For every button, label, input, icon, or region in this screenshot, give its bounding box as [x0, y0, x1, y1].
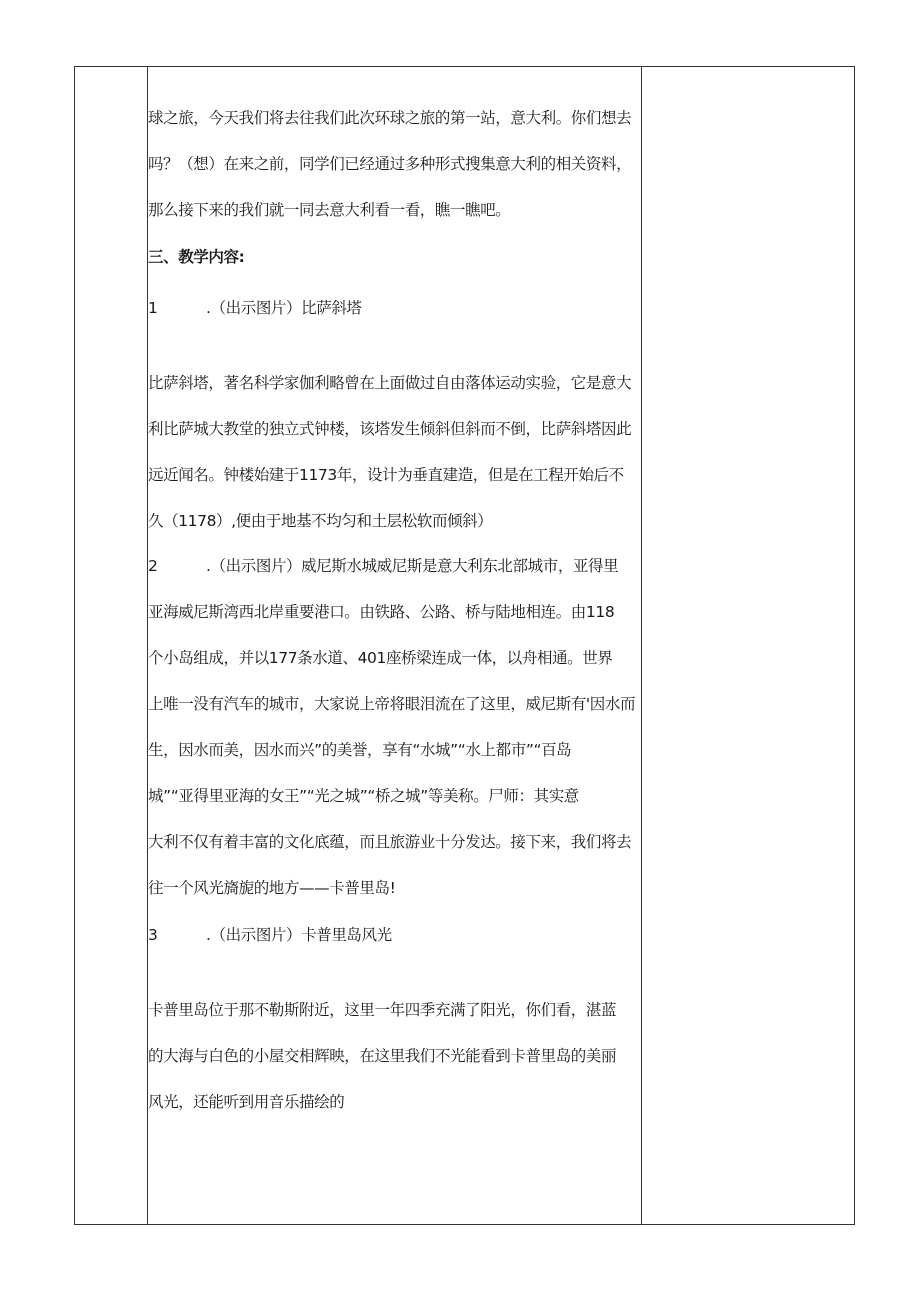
- text-line: 那么接下来的我们就一同去意大利看一看，瞧一瞧吧。: [148, 201, 511, 219]
- text-line: 往一个风光旖旎的地方——卡普里岛!: [148, 879, 396, 897]
- list-item-2: [148, 556, 640, 576]
- text-line: 吗？（想）在来之前，同学们已经通过多种形式搜集意大利的相关资料，: [148, 155, 632, 173]
- text-line: 城”“亚得里亚海的女王”“光之城”“桥之城”等美称。尸师：其实意: [148, 787, 579, 805]
- section-heading: 三、教学内容:: [148, 248, 245, 266]
- lesson-content: [148, 96, 640, 1112]
- text-line: 亚海威尼斯湾西北岸重要港口。由铁路、公路、桥与陆地相连。由118: [148, 603, 615, 621]
- list-item-number: 3: [148, 926, 158, 944]
- text-line: 利比萨城大教堂的独立式钟楼，该塔发生倾斜但斜而不倒，比萨斜塔因此: [148, 420, 632, 438]
- text-line: 大利不仅有着丰富的文化底蕴，而且旅游业十分发达。接下来，我们将去: [148, 833, 632, 851]
- text-line: 比萨斜塔，著名科学家伽利略曾在上面做过自由落体运动实验，它是意大: [148, 374, 632, 392]
- list-item-text: .（出示图片）卡普里岛风光: [206, 926, 392, 944]
- list-item-text: .（出示图片）威尼斯水城威尼斯是意大利东北部城市，亚得里: [206, 557, 619, 575]
- text-line: 个小岛组成，并以177条水道、401座桥梁连成一体，以舟相通。世界: [148, 649, 613, 667]
- text-line: 久（1178）,便由于地基不均匀和土层松软而倾斜）: [148, 512, 493, 530]
- list-item-1: [148, 298, 640, 318]
- list-item-number: 1: [148, 299, 158, 317]
- text-line: 上唯一没有汽车的城市，大家说上帝将眼泪流在了这里，威尼斯有'因水而: [148, 695, 636, 713]
- text-line: 球之旅，今天我们将去往我们此次环球之旅的第一站，意大利。你们想去: [148, 109, 632, 127]
- text-line: 卡普里岛位于那不勒斯附近，这里一年四季充满了阳光，你们看，湛蓝: [148, 1001, 617, 1019]
- table-column-divider-right: [641, 67, 642, 1224]
- text-line: 远近闻名。钟楼始建于1173年，设计为垂直建造，但是在工程开始后不: [148, 466, 624, 484]
- list-item-text: .（出示图片）比萨斜塔: [206, 299, 362, 317]
- list-item-number: 2: [148, 557, 158, 575]
- text-line: 的大海与白色的小屋交相辉映，在这里我们不光能看到卡普里岛的美丽: [148, 1047, 617, 1065]
- text-line: 生，因水而美，因水而兴”的美誉，享有“水城”“水上都市”“百岛: [148, 741, 572, 759]
- text-line: 风光，还能听到用音乐描绘的: [148, 1093, 345, 1111]
- list-item-3: [148, 925, 640, 945]
